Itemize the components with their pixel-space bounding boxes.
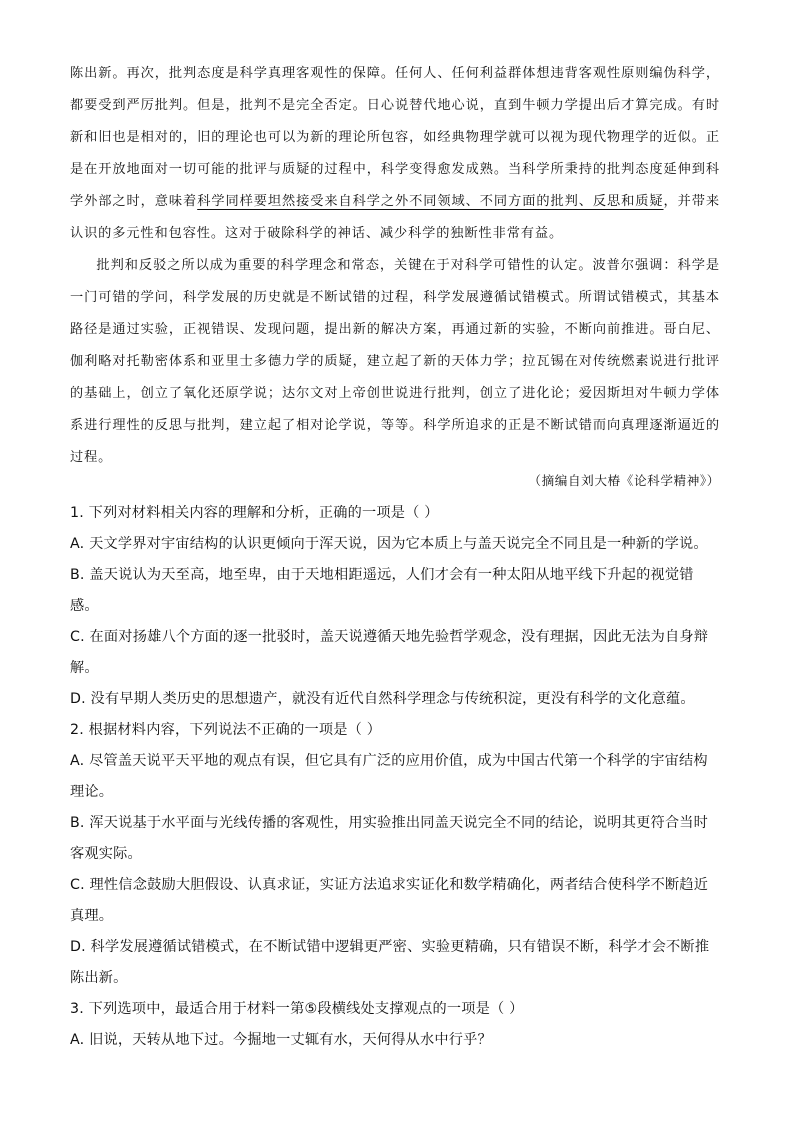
question-1-option-d: D. 没有早期人类历史的思想遗产，就没有近代自然科学理念与传统积淀，更没有科学的文化意蕴。: [70, 691, 695, 707]
question-1-option-b: B. 盖天说认为天至高，地至卑，由于天地相距遥远，人们才会有一种太阳从地平线下升起的视觉错感。: [70, 567, 694, 614]
question-2-option-c: C. 理性信念鼓励大胆假设、认真求证，实证方法追求实证化和数学精确化，两者结合使科学不断趋近真理。: [70, 877, 709, 924]
underlined-blank-sentence: 科学同样要坦然接受来自科学之外不同领域、不同方面的批判、反思和质疑: [197, 194, 664, 209]
question-2-option-b: B. 浑天说基于水平面与光线传播的客观性，用实验推出同盖天说完全不同的结论，说明其更符合当时客观实际。: [70, 815, 709, 862]
question-1-option-c: C. 在面对扬雄八个方面的逐一批驳时，盖天说遵循天地先验哲学观念，没有理据，因此无法为自身辩解。: [70, 629, 709, 676]
passage-paragraph-1-text: 陈出新。再次，批判态度是科学真理客观性的保障。任何人、任何利益群体想违背客观性原则编伪科学，都要受到严厉批判。但是，批判不是完全否定。日心说替代地心说，直到牛顿力学提出后才算完成。有时新和旧也是相对的，旧的理论也可以为新的理论所包容，如经典物理学就可以视为现代物理学的近似。正是在开放地面对一切可能的批评与质疑的过程中，科学变得愈发成熟。当科学所秉持的批判态度延伸到科学外部之时，意味着: [70, 66, 720, 209]
question-3-stem: 3. 下列选项中，最适合用于材料一第⑤段横线处支撑观点的一项是（ ）: [70, 1001, 524, 1017]
source-citation: （摘编自刘大椿《论科学精神》）: [528, 473, 720, 488]
question-2-option-a: A. 尽管盖天说平天平地的观点有误，但它具有广泛的应用价值，成为中国古代第一个科学的宇宙结构理论。: [70, 753, 708, 800]
reading-passage: [70, 58, 720, 474]
question-1-stem: 1. 下列对材料相关内容的理解和分析，正确的一项是（ ）: [70, 505, 439, 521]
question-1-option-a: A. 天文学界对宇宙结构的认识更倾向于浑天说，因为它本质上与盖天说完全不同且是一种新的学说。: [70, 536, 708, 552]
question-2-option-d: D. 科学发展遵循试错模式，在不断试错中逻辑更严密、实验更精确，只有错误不断，科学才会不断推陈出新。: [70, 939, 710, 986]
question-list: [70, 498, 720, 1056]
question-3-option-a: A. 旧说，天转从地下过。今掘地一丈辄有水，天何得从水中行乎？: [70, 1032, 492, 1048]
passage-paragraph-1-ending: ，并带来认识的多元性和包容性。这对于破除科学的神话、减少科学的独断性非常有益。: [70, 194, 720, 241]
question-2-stem: 2. 根据材料内容，下列说法不正确的一项是（ ）: [70, 722, 382, 738]
passage-paragraph-1: [70, 58, 720, 250]
passage-paragraph-2: 批判和反驳之所以成为重要的科学理念和常态，关键在于对科学可错性的认定。波普尔强调：科学是一门可错的学问，科学发展的历史就是不断试错的过程，科学发展遵循试错模式。所谓试错模式，其基本路径是通过实验，正视错误、发现问题，提出新的解决方案，再通过新的实验，不断向前推进。哥白尼、伽利略对托勒密体系和亚里士多德力学的质疑，建立起了新的天体力学；拉瓦锡在对传统燃素说进行批评的基础上，创立了氧化还原学说；达尔文对上帝创世说进行批判，创立了进化论；爱因斯坦对牛顿力学体系进行理性的反思与批判，建立起了相对论学说，等等。科学所追求的正是不断试错而向真理逐渐逼近的过程。: [70, 258, 720, 465]
